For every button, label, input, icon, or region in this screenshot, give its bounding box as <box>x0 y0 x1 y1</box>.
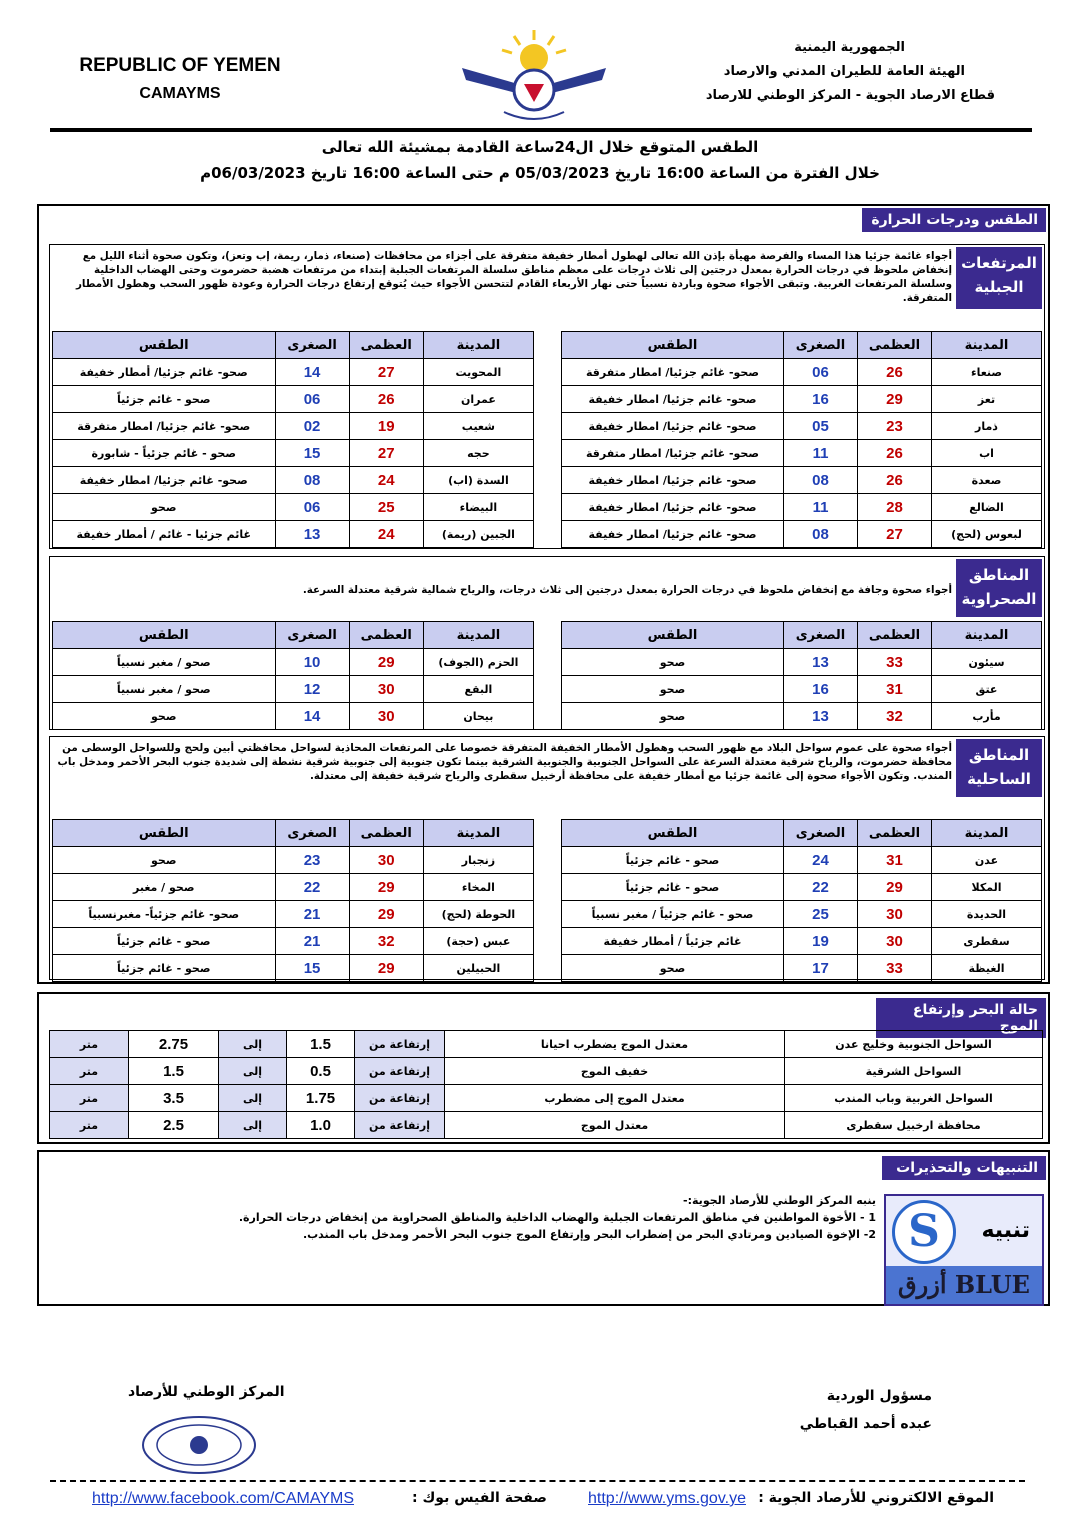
cell-weather: صحو- غائم جزئيا/ امطار متفرقة <box>562 359 784 386</box>
cell-weather: صحو / مغبر <box>53 874 276 901</box>
website-link[interactable]: http://www.yms.gov.ye <box>588 1490 746 1507</box>
cell-min: 11 <box>784 494 858 521</box>
cell-max: 31 <box>858 847 932 874</box>
col-weather-header: الطقس <box>53 622 276 649</box>
cell-min: 13 <box>275 521 349 548</box>
header-divider <box>50 128 1032 132</box>
table-row <box>53 494 534 521</box>
cell-weather: صحو- غائم جزئيا/ امطار خفيفة <box>562 413 784 440</box>
cell-min: 17 <box>784 955 858 982</box>
cell-city: سقطرى <box>932 928 1042 955</box>
header-english <box>50 55 310 103</box>
cell-max: 29 <box>349 901 423 928</box>
cell-min: 24 <box>784 847 858 874</box>
table-row <box>53 467 534 494</box>
sea-cell-state: معتدل الموج يضطرب احيانا <box>445 1031 785 1058</box>
cell-min: 14 <box>275 359 349 386</box>
cell-max: 27 <box>858 521 932 548</box>
cell-max: 29 <box>858 386 932 413</box>
signature-left: المركز الوطني للأرصاد <box>128 1384 285 1400</box>
footer-fb-label: صفحة الفيس بوك : <box>412 1490 547 1506</box>
cell-weather: صحو- غائم جزئياً- مغبرنسبياً <box>53 901 276 928</box>
alerts-section-heading: التنبيهات والتحذيرات <box>882 1156 1046 1180</box>
header-ar-authority: الهيئة العامة للطيران المدني والارصاد <box>723 64 965 79</box>
table-row <box>53 928 534 955</box>
cell-min: 13 <box>784 703 858 730</box>
cell-city: تعز <box>932 386 1042 413</box>
cell-min: 10 <box>275 649 349 676</box>
cell-city: الحزم (الجوف) <box>423 649 533 676</box>
cell-max: 24 <box>349 521 423 548</box>
cell-city: البقع <box>423 676 533 703</box>
cell-min: 05 <box>784 413 858 440</box>
cell-weather: غائم جزئيا - غائم / أمطار خفيفة <box>53 521 276 548</box>
cell-max: 30 <box>349 676 423 703</box>
desert-description: أجواء صحوة وجافة مع إنخفاض ملحوظ في درجات الحرارة بمعدل درجتين إلى ثلاث درجات، والرياح شمالية شرقية معتدلة السرعة. <box>302 584 952 596</box>
cell-weather: صحو- غائم جزئيا/ امطار خفيفة <box>53 467 276 494</box>
cell-min: 13 <box>784 649 858 676</box>
cell-max: 33 <box>858 955 932 982</box>
footer-fb <box>92 1490 354 1508</box>
cell-min: 23 <box>275 847 349 874</box>
cell-city: الضالع <box>932 494 1042 521</box>
cell-city: عبس (حجة) <box>423 928 533 955</box>
col-weather-header: الطقس <box>562 820 784 847</box>
cell-weather: صحو / مغبر نسبياً <box>53 676 276 703</box>
coastal-table-left <box>52 819 534 982</box>
table-row <box>50 1112 1043 1139</box>
sea-cell-to-label: إلى <box>219 1058 287 1085</box>
cell-min: 25 <box>784 901 858 928</box>
table-row <box>562 847 1042 874</box>
cell-weather: صحو <box>53 494 276 521</box>
cell-max: 19 <box>349 413 423 440</box>
col-max-header: العظمى <box>858 622 932 649</box>
table-row <box>562 676 1042 703</box>
cell-min: 06 <box>275 494 349 521</box>
col-max-header: العظمى <box>349 332 423 359</box>
cell-weather: صحو <box>562 703 784 730</box>
table-row <box>562 703 1042 730</box>
cell-city: عتق <box>932 676 1042 703</box>
cell-weather: صحو- غائم جزئيا/ امطار خفيفة <box>562 521 784 548</box>
sea-cell-from-label: إرتفاعة من <box>355 1085 445 1112</box>
forecast-title: الطقس المتوقع خلال ال24ساعة القادمة بمشيئة الله تعالى <box>321 138 759 156</box>
cell-max: 30 <box>349 847 423 874</box>
table-row <box>562 928 1042 955</box>
table-row <box>562 440 1042 467</box>
cell-city: ذمار <box>932 413 1042 440</box>
header-en-org: CAMAYMS <box>139 85 221 102</box>
col-weather-header: الطقس <box>53 332 276 359</box>
cell-weather: صحو- غائم جزئيا/ امطار خفيفة <box>562 467 784 494</box>
cell-city: لبعوس (لحج) <box>932 521 1042 548</box>
col-max-header: العظمى <box>858 820 932 847</box>
cell-max: 24 <box>349 467 423 494</box>
facebook-link[interactable]: http://www.facebook.com/CAMAYMS <box>92 1490 355 1507</box>
sea-cell-unit: متر <box>50 1031 129 1058</box>
page-header <box>0 0 1080 130</box>
alerts-text <box>49 1172 876 1243</box>
cell-weather: صحو - غائم جزئياً - شابورة <box>53 440 276 467</box>
sea-cell-unit: متر <box>50 1112 129 1139</box>
badge-s-icon: S <box>892 1200 956 1264</box>
cell-city: عدن <box>932 847 1042 874</box>
badge-color-label: BLUE أزرق <box>886 1266 1042 1304</box>
sea-cell-to-label: إلى <box>219 1031 287 1058</box>
desert-table-right <box>561 621 1042 730</box>
table-header-row <box>53 820 534 847</box>
col-max-header: العظمى <box>349 622 423 649</box>
cell-max: 23 <box>858 413 932 440</box>
cell-city: سيئون <box>932 649 1042 676</box>
forecast-period: خلال الفترة من الساعة 16:00 تاريخ 05/03/2023 م حتى الساعة 16:00 تاريخ 06/03/2023م <box>200 164 880 182</box>
cell-max: 26 <box>858 359 932 386</box>
cell-weather: صحو <box>562 955 784 982</box>
col-city-header: المدينة <box>932 622 1042 649</box>
cell-city: صعدة <box>932 467 1042 494</box>
col-min-header: الصغرى <box>784 622 858 649</box>
sea-cell-from: 1.0 <box>287 1112 355 1139</box>
highlands-table-right <box>561 331 1042 548</box>
sea-cell-unit: متر <box>50 1058 129 1085</box>
table-row <box>50 1031 1043 1058</box>
cell-max: 30 <box>858 901 932 928</box>
sea-cell-from: 1.75 <box>287 1085 355 1112</box>
cell-max: 31 <box>858 676 932 703</box>
table-row <box>562 874 1042 901</box>
sea-cell-area: محافظة ارخبيل سقطرى <box>785 1112 1043 1139</box>
cell-max: 29 <box>349 874 423 901</box>
cell-max: 26 <box>349 386 423 413</box>
cell-weather: صحو- غائم جزئيا/ امطار متفرقة <box>53 413 276 440</box>
sea-cell-area: السواحل الشرقية <box>785 1058 1043 1085</box>
cell-weather: صحو- غائم جزئيا/ امطار متفرقة <box>562 440 784 467</box>
round-official-stamp-icon <box>140 1415 258 1475</box>
sea-cell-to: 2.75 <box>129 1031 219 1058</box>
cell-min: 22 <box>784 874 858 901</box>
cell-weather: صحو / مغبر نسبياً <box>53 649 276 676</box>
cell-min: 21 <box>275 901 349 928</box>
table-row <box>562 386 1042 413</box>
cell-city: المحويت <box>423 359 533 386</box>
sea-cell-unit: متر <box>50 1085 129 1112</box>
col-min-header: الصغرى <box>784 332 858 359</box>
col-weather-header: الطقس <box>53 820 276 847</box>
sea-cell-state: خفيف الموج <box>445 1058 785 1085</box>
table-row <box>562 494 1042 521</box>
cell-city: عمران <box>423 386 533 413</box>
cell-weather: صحو - غائم جزئياً <box>53 928 276 955</box>
cell-max: 27 <box>349 359 423 386</box>
cell-weather: صحو- غائم جزئيا/ امطار خفيفة <box>562 386 784 413</box>
alerts-intro: ينبه المركز الوطني للأرصاد الجوية:- <box>683 1194 876 1207</box>
highlands-panel <box>49 244 1045 549</box>
sea-cell-to: 2.5 <box>129 1112 219 1139</box>
cell-weather: صحو - غائم جزئياً <box>53 386 276 413</box>
cell-min: 21 <box>275 928 349 955</box>
desert-table-left <box>52 621 534 730</box>
cell-weather: صحو - غائم جزئياً / مغبر نسبياً <box>562 901 784 928</box>
cell-city: الجبين (ريمة) <box>423 521 533 548</box>
cell-weather: صحو - غائم جزئياً <box>53 955 276 982</box>
col-weather-header: الطقس <box>562 622 784 649</box>
cell-min: 08 <box>784 521 858 548</box>
cell-weather: صحو <box>53 847 276 874</box>
table-row <box>562 413 1042 440</box>
cell-city: حجه <box>423 440 533 467</box>
col-weather-header: الطقس <box>562 332 784 359</box>
cell-max: 27 <box>349 440 423 467</box>
sea-cell-state: معتدل الموج <box>445 1112 785 1139</box>
sea-cell-from-label: إرتفاعة من <box>355 1112 445 1139</box>
col-city-header: المدينة <box>423 332 533 359</box>
coastal-description: أجواء صحوة على عموم سواحل البلاد مع ظهور السحب وهطول الأمطار الخفيفة المتفرقة خصوصا على المرتفعات المحاذية لسواحل محافظتي أبين ولحج وللسواحل الوسطى من محافظة حضرموت، والرياح شرقية معتدلة السرعة على السواحل الجنوبية والجنوبية الشرقية بينما تكون جنوبية إلى جنوبية شرقية نشطة إلى شديدة جنوب البحر الأحمر ومدخل باب المندب. وتكون الأجواء صحوة إلى غائمة جزئيا مع أمطار خفيفة على محافظة أرخبيل سقطرى والرياح شرقية خفيفة إلى معتدلة. <box>57 742 952 782</box>
sea-cell-from: 1.5 <box>287 1031 355 1058</box>
cell-max: 25 <box>349 494 423 521</box>
table-header-row <box>562 820 1042 847</box>
cell-min: 06 <box>275 386 349 413</box>
cell-city: صنعاء <box>932 359 1042 386</box>
cell-weather: صحو <box>53 703 276 730</box>
cell-max: 30 <box>858 928 932 955</box>
sea-cell-from-label: إرتفاعة من <box>355 1058 445 1085</box>
cell-city: البيضاء <box>423 494 533 521</box>
col-min-header: الصغرى <box>275 622 349 649</box>
col-max-header: العظمى <box>858 332 932 359</box>
cell-city: الغيظة <box>932 955 1042 982</box>
highlands-label: المرتفعات الجبلية <box>956 247 1042 309</box>
alert-level-badge <box>884 1194 1044 1306</box>
cell-city: بيحان <box>423 703 533 730</box>
sea-cell-to: 3.5 <box>129 1085 219 1112</box>
sea-cell-from-label: إرتفاعة من <box>355 1031 445 1058</box>
cell-max: 29 <box>349 955 423 982</box>
cell-min: 22 <box>275 874 349 901</box>
coastal-panel <box>49 736 1045 980</box>
alert-item-1: 1 - الأخوة المواطنين في مناطق المرتفعات الجبلية والهضاب الداخلية والمناطق الصحراوية من إنخفاض درجات الحرارة. <box>238 1211 876 1224</box>
sea-cell-to: 1.5 <box>129 1058 219 1085</box>
cell-max: 33 <box>858 649 932 676</box>
table-header-row <box>53 622 534 649</box>
cell-min: 12 <box>275 676 349 703</box>
cell-city: المكلا <box>932 874 1042 901</box>
table-row <box>53 413 534 440</box>
desert-label: المناطق الصحراوية <box>956 559 1042 617</box>
cell-max: 29 <box>858 874 932 901</box>
table-header-row <box>562 332 1042 359</box>
sea-cell-area: السواحل الغربية وباب المندب <box>785 1085 1043 1112</box>
badge-word: تنبيه <box>981 1218 1030 1243</box>
footer-site <box>588 1490 746 1508</box>
table-row <box>53 676 534 703</box>
sea-cell-state: معتدل الموج إلى مضطرب <box>445 1085 785 1112</box>
cell-city: المخاء <box>423 874 533 901</box>
cell-max: 28 <box>858 494 932 521</box>
col-city-header: المدينة <box>932 820 1042 847</box>
table-row <box>562 359 1042 386</box>
cell-max: 26 <box>858 467 932 494</box>
table-row <box>50 1085 1043 1112</box>
table-row <box>53 874 534 901</box>
alerts-section <box>37 1150 1050 1306</box>
table-row <box>53 901 534 928</box>
table-row <box>53 649 534 676</box>
cell-min: 19 <box>784 928 858 955</box>
sea-cell-to-label: إلى <box>219 1085 287 1112</box>
cell-min: 16 <box>784 386 858 413</box>
table-row <box>53 521 534 548</box>
header-arabic <box>706 36 995 108</box>
table-row <box>562 467 1042 494</box>
highlands-table-left <box>52 331 534 548</box>
cell-city: شعيب <box>423 413 533 440</box>
col-min-header: الصغرى <box>275 820 349 847</box>
cell-min: 15 <box>275 955 349 982</box>
col-max-header: العظمى <box>349 820 423 847</box>
table-row <box>53 359 534 386</box>
cell-min: 02 <box>275 413 349 440</box>
cell-min: 06 <box>784 359 858 386</box>
table-row <box>50 1058 1043 1085</box>
cell-city: اب <box>932 440 1042 467</box>
footer-divider <box>50 1480 1025 1482</box>
desert-panel <box>49 556 1045 730</box>
header-en-country: REPUBLIC OF YEMEN <box>79 55 281 76</box>
col-min-header: الصغرى <box>275 332 349 359</box>
signature-right-name: عبده أحمد القباطي <box>799 1416 932 1432</box>
cell-min: 16 <box>784 676 858 703</box>
col-city-header: المدينة <box>932 332 1042 359</box>
signature-right-title: مسؤول الوردية <box>826 1388 932 1404</box>
cell-max: 30 <box>349 703 423 730</box>
col-city-header: المدينة <box>423 820 533 847</box>
footer-site-label: الموقع الالكتروني للأرصاد الجوية : <box>758 1490 994 1506</box>
sea-table <box>49 1030 1043 1139</box>
sea-cell-area: السواحل الجنوبية وخليج عدن <box>785 1031 1043 1058</box>
cell-city: زنجبار <box>423 847 533 874</box>
cell-weather: صحو <box>562 676 784 703</box>
header-ar-country: الجمهورية اليمنية <box>794 40 905 55</box>
cell-city: الحبيلين <box>423 955 533 982</box>
cell-min: 15 <box>275 440 349 467</box>
cell-city: مأرب <box>932 703 1042 730</box>
table-row <box>53 440 534 467</box>
table-row <box>562 649 1042 676</box>
col-min-header: الصغرى <box>784 820 858 847</box>
highlands-description: أجواء غائمة جزئيا هذا المساء والفرصة مهيأة بإذن الله تعالى لهطول أمطار خفيفة متفرقة على أجزاء من محافظات (صنعاء، ذمار، ريمة، إب وتعز)، وتكون صحوة أثناء الليل مع إنخفاض ملحوظ في درجات الحرارة بمعدل درجتين إلى ثلاث درجات على معظم مناطق سلسلة المرتفعات الجبلية إبتداء من مرتفعات هضبة حضرموت وحتى الهضاب الداخلية وسلسلة المرتفعات الغربية. وتبقى الأجواء صحوة وباردة نسبياً حتى نهار الأربعاء القادم لتتحسن الأجواء حيث يُتوقع إرتفاع درجات الحرارة وعودة ظهور السحب وهطول الأمطار المتفرقة. <box>75 250 952 304</box>
cell-weather: صحو - غائم جزئياً <box>562 874 784 901</box>
table-row <box>562 521 1042 548</box>
cell-max: 26 <box>858 440 932 467</box>
header-ar-sector: قطاع الارصاد الجوية - المركز الوطني للارصاد <box>705 88 995 103</box>
cell-weather: صحو- غائم جزئيا/ امطار خفيفة <box>562 494 784 521</box>
table-row <box>53 703 534 730</box>
cell-weather: صحو <box>562 649 784 676</box>
table-row <box>53 386 534 413</box>
cell-max: 32 <box>349 928 423 955</box>
table-row <box>562 901 1042 928</box>
cell-weather: غائم جزئياً / أمطار خفيفة <box>562 928 784 955</box>
sea-section-heading: حالة البحر وإرتفاع الموج <box>876 998 1046 1038</box>
col-city-header: المدينة <box>423 622 533 649</box>
table-header-row <box>562 622 1042 649</box>
table-row <box>53 847 534 874</box>
cell-min: 11 <box>784 440 858 467</box>
cell-min: 08 <box>275 467 349 494</box>
sea-cell-to-label: إلى <box>219 1112 287 1139</box>
cell-city: الحديدة <box>932 901 1042 928</box>
cell-weather: صحو - غائم جزئياً <box>562 847 784 874</box>
alert-item-2: 2- الإخوة الصيادين ومرتادي البحر من إضطراب البحر وإرتفاع الموج جنوب البحر الأحمر ومدخل باب المندب. <box>302 1228 876 1241</box>
weather-section-heading: الطقس ودرجات الحرارة <box>862 208 1046 232</box>
weather-section <box>37 204 1050 984</box>
cell-min: 14 <box>275 703 349 730</box>
coastal-label: المناطق الساحلية <box>956 739 1042 797</box>
cell-city: السدة (اب) <box>423 467 533 494</box>
table-row <box>53 955 534 982</box>
table-header-row <box>53 332 534 359</box>
eagle-sun-emblem-icon <box>458 28 610 126</box>
coastal-table-right <box>561 819 1042 982</box>
sea-cell-from: 0.5 <box>287 1058 355 1085</box>
cell-max: 32 <box>858 703 932 730</box>
sea-section <box>37 992 1050 1144</box>
cell-min: 08 <box>784 467 858 494</box>
cell-max: 29 <box>349 649 423 676</box>
table-row <box>562 955 1042 982</box>
cell-city: الحوطة (لحج) <box>423 901 533 928</box>
cell-weather: صحو- غائم جزئيا/ أمطار خفيفة <box>53 359 276 386</box>
